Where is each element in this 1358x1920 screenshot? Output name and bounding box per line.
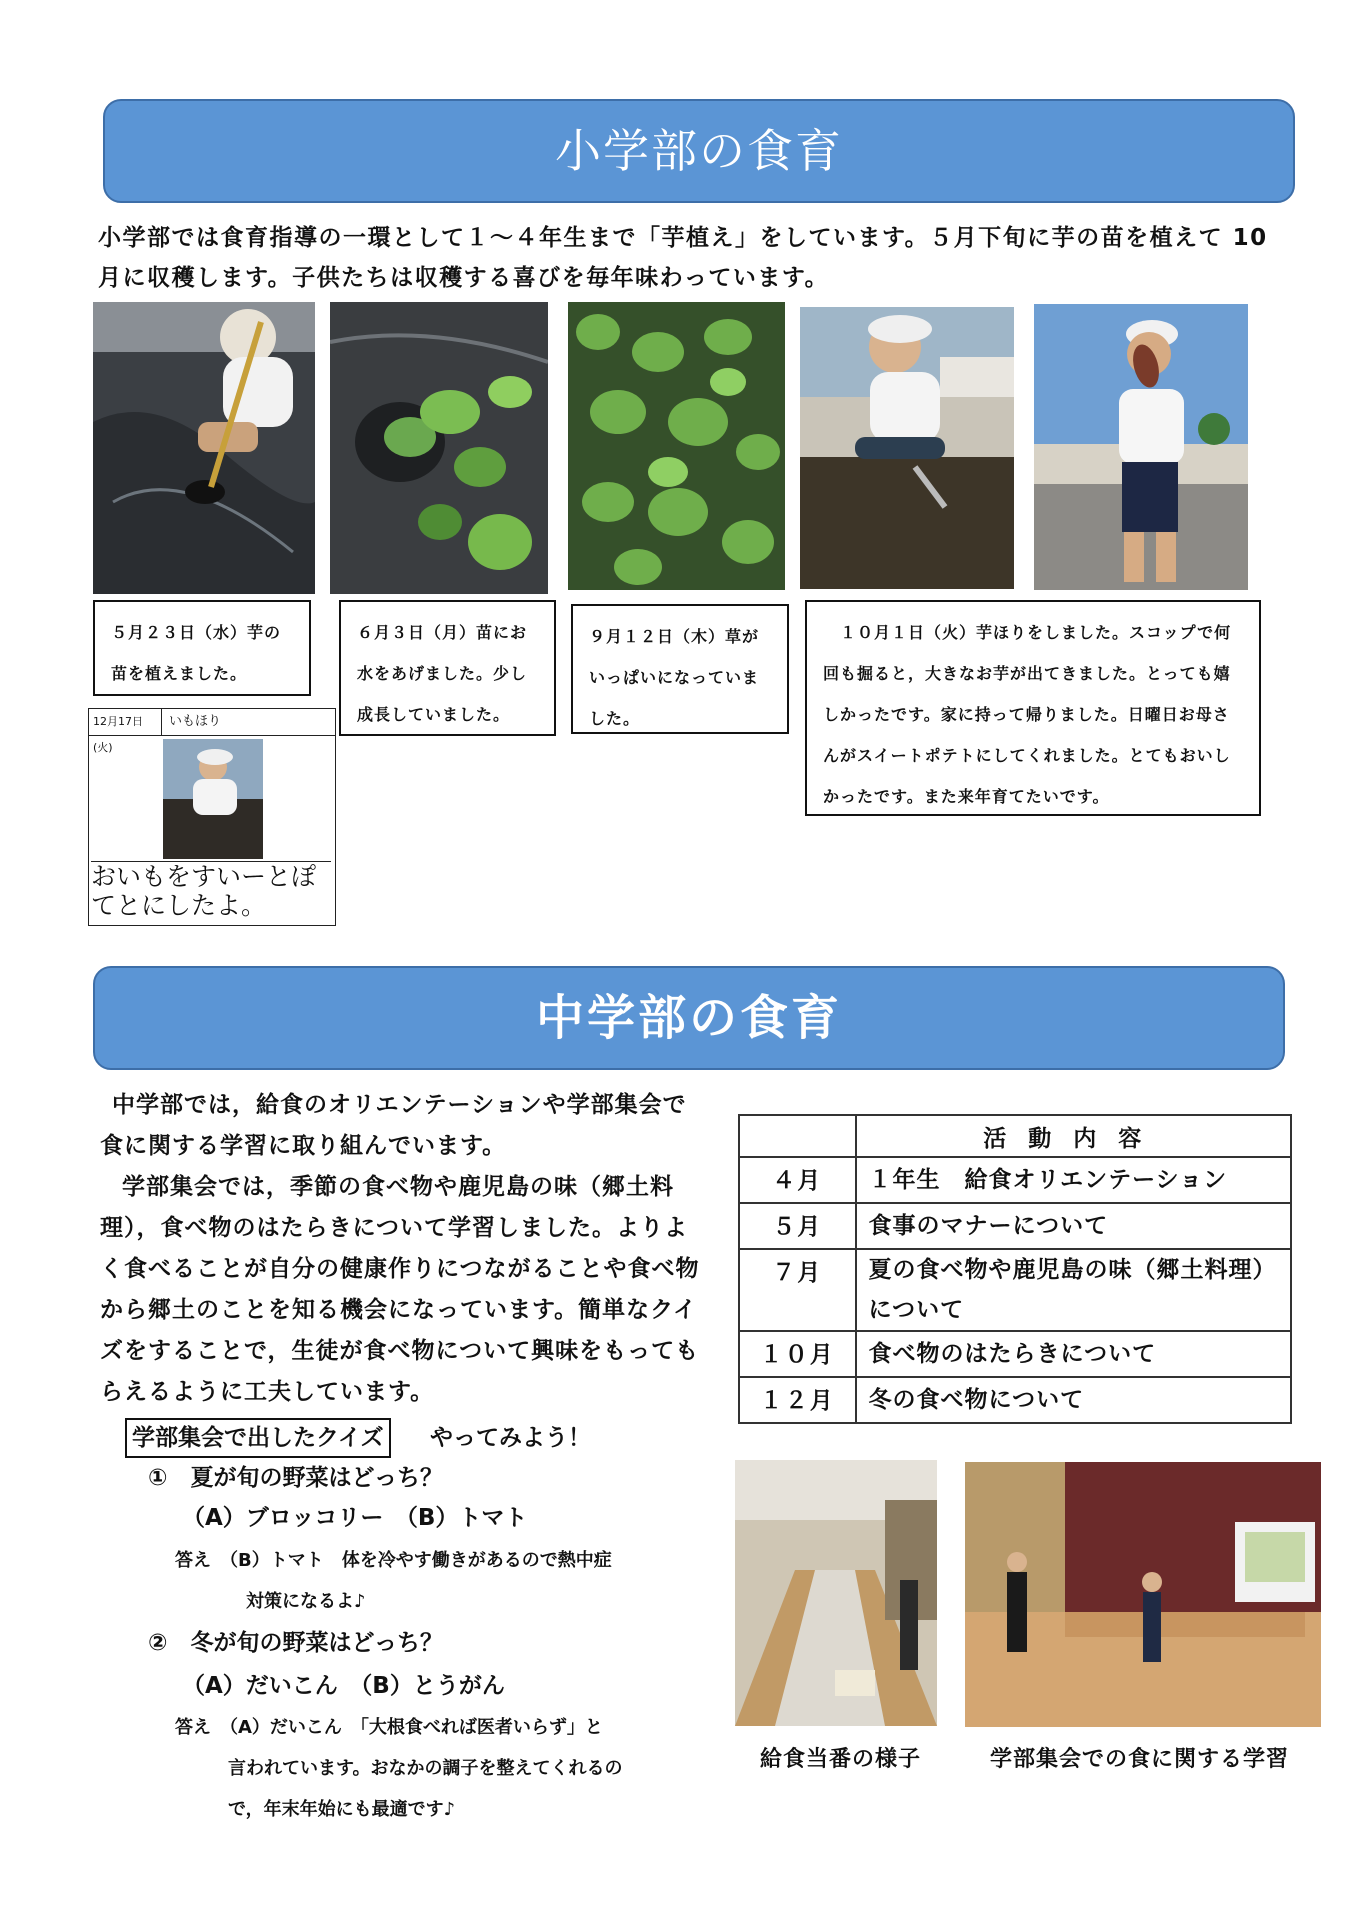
caption-watering: ６月３日（月）苗にお水をあげました。少し成長していました。 — [339, 600, 556, 736]
quiz-q1-answer-2: 対策になるよ♪ — [246, 1591, 366, 1612]
caption-overgrown: ９月１２日（木）草がいっぱいになっていました。 — [571, 604, 789, 734]
table-content: 夏の食べ物や鹿児島の味（郷土料理）について — [856, 1249, 1291, 1331]
photo-caption-assembly: 学部集会での食に関する学習 — [990, 1747, 1290, 1772]
note-text: おいもをすいーとぽてとにしたよ。 — [91, 861, 331, 920]
elementary-intro: 小学部では食育指導の一環として１～４年生まで「芋植え」をしています。５月下旬に芋の苗を植えて 10 月に収穫します。子供たちは収穫する喜びを毎年味わっています。 — [98, 225, 1268, 291]
table-header: 活動内容 — [856, 1115, 1291, 1157]
note-date: 12月17日(火) — [93, 709, 162, 735]
photo-planting — [93, 302, 315, 594]
caption-harvest: １０月１日（火）芋ほりをしました。スコップで何回も掘ると，大きなお芋が出てきました。とっても嬉しかったです。家に持って帰りました。日曜日お母さんがスイートポテトにしてくれました。とてもおいしかったです。また来年育てたいです。 — [805, 600, 1261, 816]
quiz-q1-options: （A）ブロッコリー （B）トマト — [182, 1505, 528, 1531]
quiz-q1-answer: 答え （B）トマト 体を冷やす働きがあるので熱中症 — [175, 1550, 612, 1571]
junior-para-2: 学部集会では，季節の食べ物や鹿児島の味（郷土料理），食べ物のはたらきについて学習しました。よりよく食べることが自分の健康作りにつながることや食べ物から郷土のことを知る機会になっています。簡単なクイズをすることで，生徒が食べ物について興味をもってもらえるように工夫しています。 — [100, 1174, 700, 1405]
photo-digging — [800, 307, 1014, 589]
table-month: １２月 — [739, 1377, 856, 1423]
quiz-q2-options: （A）だいこん （B）とうがん — [182, 1673, 505, 1699]
elementary-title: 小学部の食育 — [103, 99, 1295, 203]
quiz-q2-answer-2: 言われています。おなかの調子を整えてくれるの — [228, 1758, 623, 1779]
junior-para-1: 中学部では，給食のオリエンテーションや学部集会で食に関する学習に取り組んでいます。 — [100, 1092, 687, 1159]
caption-planting: ５月２３日（水）芋の苗を植えました。 — [93, 600, 311, 696]
table-content: 食事のマナーについて — [856, 1203, 1291, 1249]
quiz-q2: ② 冬が旬の野菜はどっち？ — [148, 1630, 444, 1656]
table-content: 冬の食べ物について — [856, 1377, 1291, 1423]
quiz-q2-answer-3: で，年末年始にも最適です♪ — [228, 1799, 456, 1820]
activity-table — [738, 1114, 1292, 1424]
note-header — [89, 709, 335, 754]
table-month: ７月 — [739, 1249, 856, 1331]
student-note-card — [88, 708, 336, 926]
photo-harvest — [1034, 304, 1248, 590]
table-content: 食べ物のはたらきについて — [856, 1331, 1291, 1377]
photo-overgrown — [568, 302, 785, 590]
quiz-q1: ① 夏が旬の野菜はどっち？ — [148, 1465, 444, 1491]
table-corner — [739, 1115, 856, 1157]
quiz-label: 学部集会で出したクイズ — [125, 1418, 391, 1458]
quiz-q2-answer: 答え （A）だいこん 「大根食べれば医者いらず」と — [175, 1717, 603, 1738]
note-photo — [163, 739, 263, 859]
table-month: １０月 — [739, 1331, 856, 1377]
table-content: １年生 給食オリエンテーション — [856, 1157, 1291, 1203]
photo-watering — [330, 302, 548, 594]
junior-text — [100, 1085, 700, 1413]
table-month: ４月 — [739, 1157, 856, 1203]
note-title: いもほり — [169, 714, 222, 729]
table-month: ５月 — [739, 1203, 856, 1249]
junior-title: 中学部の食育 — [93, 966, 1285, 1070]
photo-caption-lunch: 給食当番の様子 — [760, 1747, 922, 1772]
photo-lunch-duty — [735, 1460, 937, 1726]
photo-assembly — [965, 1462, 1321, 1727]
quiz-lead: やってみよう！ — [430, 1425, 591, 1451]
